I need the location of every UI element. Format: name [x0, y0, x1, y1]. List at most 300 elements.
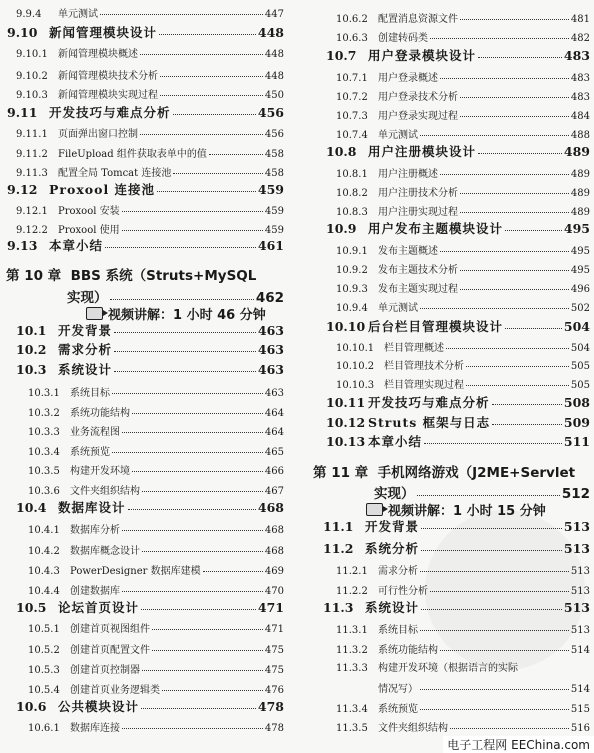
toc-entry[interactable] — [336, 184, 590, 199]
leader-dots — [110, 299, 254, 300]
entry-title: 本章小结 — [49, 238, 104, 253]
entry-page: 504 — [563, 319, 590, 334]
entry-number: 10.3.5 — [28, 466, 60, 477]
entry-title: 创建首页视图组件 — [70, 624, 150, 635]
entry-number: 11.3.3 — [336, 663, 368, 674]
toc-entry[interactable] — [326, 413, 590, 431]
entry-number: 10.8.1 — [336, 169, 368, 180]
entry-page: 448 — [257, 25, 284, 40]
leader-dots — [162, 690, 263, 691]
entry-number: 10.3.1 — [28, 388, 60, 399]
leader-dots — [173, 173, 263, 174]
entry-number: 10.8.3 — [336, 207, 368, 218]
entry-number: 9.10 — [7, 25, 38, 40]
entry-page: 447 — [264, 9, 284, 20]
entry-page: 505 — [570, 380, 590, 391]
toc-entry[interactable] — [336, 29, 590, 44]
leader-dots — [492, 404, 562, 405]
entry-page: 459 — [257, 182, 284, 197]
leader-dots — [420, 689, 569, 690]
entry-number: 10.12 — [326, 415, 366, 430]
entry-title: 栏目管理概述 — [384, 343, 444, 354]
entry-page: 502 — [570, 303, 590, 314]
entry-title: 可行性分析 — [378, 586, 428, 597]
entry-title: 构建开发环境（根据语言的实际 — [378, 663, 518, 674]
entry-title: 用户注册实现过程 — [378, 207, 458, 218]
toc-entry[interactable] — [7, 180, 284, 198]
entry-number: 11.3.5 — [336, 723, 368, 734]
leader-dots — [132, 471, 263, 472]
entry-title: 业务流程图 — [70, 427, 120, 438]
toc-entry[interactable] — [326, 142, 590, 160]
entry-page: 468 — [257, 500, 284, 515]
leader-dots — [140, 134, 263, 135]
leader-dots — [420, 571, 569, 572]
toc-entry[interactable] — [28, 582, 284, 597]
entry-number: 10.3.4 — [28, 447, 60, 458]
entry-title: 文件夹组织结构 — [378, 723, 448, 734]
entry-page: 463 — [264, 388, 284, 399]
toc-entry[interactable] — [16, 202, 284, 217]
toc-entry[interactable] — [16, 697, 284, 715]
entry-title: 系统分析 — [365, 541, 420, 556]
entry-title: Proxool 安装 — [58, 206, 120, 217]
toc-entry[interactable] — [28, 641, 284, 656]
toc-entry[interactable] — [16, 5, 284, 20]
site-watermark: 电子工程网 EEChina.com — [443, 736, 594, 753]
toc-entry[interactable] — [28, 443, 284, 458]
toc-entry[interactable] — [326, 46, 590, 64]
chapter-title: 手机网络游戏（J2ME+Servlet — [377, 465, 576, 481]
entry-number: 10.2 — [16, 342, 47, 357]
toc-entry[interactable] — [16, 164, 284, 179]
entry-title: 数据库设计 — [58, 500, 126, 515]
entry-page: 515 — [570, 704, 590, 715]
entry-number: 9.11.2 — [16, 149, 48, 160]
entry-number: 9.9.4 — [16, 9, 42, 20]
entry-title: 文件夹组织结构 — [70, 486, 140, 497]
entry-number: 10.4.4 — [28, 586, 60, 597]
leader-dots — [460, 193, 569, 194]
toc-entry[interactable] — [336, 700, 590, 715]
leader-dots — [460, 19, 569, 20]
entry-title: 页面弹出窗口控制 — [58, 129, 138, 140]
entry-page: 467 — [264, 486, 284, 497]
toc-entry[interactable] — [16, 340, 284, 358]
entry-page: 475 — [264, 645, 284, 656]
toc-entry[interactable] — [28, 404, 284, 419]
entry-title: Proxool 使用 — [58, 225, 120, 236]
toc-entry[interactable] — [28, 719, 284, 734]
chapter-heading[interactable] — [6, 264, 256, 284]
entry-title: 创建首页业务逻辑类 — [70, 685, 160, 696]
leader-dots — [160, 95, 263, 96]
entry-page: 514 — [570, 645, 590, 656]
entry-title: 需求分析 — [378, 566, 418, 577]
leader-dots — [142, 491, 263, 492]
entry-number: 10.7.1 — [336, 73, 368, 84]
entry-page: 489 — [570, 169, 590, 180]
entry-page: 448 — [264, 71, 284, 82]
entry-page: 504 — [570, 343, 590, 354]
toc-entry[interactable] — [336, 107, 590, 122]
toc-entry[interactable] — [16, 86, 284, 101]
entry-title: 系统目标 — [378, 625, 418, 636]
entry-title: 数据库连接 — [70, 723, 120, 734]
toc-entry[interactable] — [336, 203, 590, 218]
toc-entry[interactable] — [336, 659, 518, 674]
leader-dots — [141, 708, 256, 709]
toc-entry[interactable] — [336, 10, 590, 25]
leader-dots — [122, 728, 263, 729]
toc-entry[interactable] — [16, 321, 284, 339]
leader-dots — [122, 530, 263, 531]
entry-title: 创建转码类 — [378, 33, 428, 44]
entry-page: 478 — [264, 723, 284, 734]
video-duration: 视频讲解：1 小时 46 分钟 — [108, 308, 266, 323]
entry-title: PowerDesigner 数据库建模 — [70, 566, 201, 577]
entry-page: 464 — [264, 408, 284, 419]
entry-page: 448 — [264, 49, 284, 60]
toc-entry[interactable] — [336, 261, 590, 276]
toc-entry[interactable] — [28, 562, 284, 577]
entry-page: 496 — [570, 284, 590, 295]
chapter-label: 第 11 章 — [313, 465, 369, 481]
entry-title: 开发技巧与难点分析 — [49, 105, 171, 120]
entry-number: 10.9.2 — [336, 265, 368, 276]
leader-dots — [142, 551, 263, 552]
entry-number: 9.10.2 — [16, 71, 48, 82]
toc-entry[interactable] — [336, 126, 590, 141]
leader-dots — [141, 609, 256, 610]
entry-title: 用户注册技术分析 — [378, 188, 458, 199]
entry-number: 9.13 — [7, 238, 38, 253]
entry-title: 新闻管理模块技术分析 — [58, 71, 158, 82]
entry-title: 新闻管理模块设计 — [49, 25, 158, 40]
entry-page: 484 — [570, 111, 590, 122]
entry-page: 459 — [264, 206, 284, 217]
leader-dots — [209, 154, 263, 155]
leader-dots — [122, 211, 263, 212]
leader-dots — [460, 116, 569, 117]
entry-number: 11.3 — [323, 600, 354, 615]
entry-number: 10.7 — [326, 48, 357, 63]
video-camera-icon — [86, 307, 103, 320]
leader-dots — [478, 57, 562, 58]
leader-dots — [142, 670, 263, 671]
entry-page: 463 — [257, 362, 284, 377]
leader-dots — [100, 14, 263, 15]
entry-title: 系统预览 — [70, 447, 110, 458]
entry-page: 468 — [264, 546, 284, 557]
entry-page: 458 — [264, 168, 284, 179]
toc-entry[interactable] — [323, 539, 590, 557]
toc-entry[interactable] — [28, 681, 284, 696]
entry-title: 系统设计 — [58, 362, 113, 377]
entry-page: 495 — [563, 221, 590, 236]
leader-dots — [152, 650, 263, 651]
entry-page: 513 — [570, 625, 590, 636]
entry-page: 513 — [570, 586, 590, 597]
entry-page: 464 — [264, 427, 284, 438]
leader-dots — [112, 452, 263, 453]
entry-number: 10.4.3 — [28, 566, 60, 577]
toc-entry[interactable] — [7, 236, 284, 254]
entry-number: 10.3.2 — [28, 408, 60, 419]
toc-entry[interactable] — [28, 521, 284, 536]
toc-entry[interactable] — [7, 103, 284, 121]
entry-number: 11.2.1 — [336, 566, 368, 577]
entry-title: 开发背景 — [58, 323, 113, 338]
entry-number: 10.10.3 — [336, 380, 375, 391]
entry-number: 10.13 — [326, 434, 366, 449]
entry-page: 475 — [264, 665, 284, 676]
toc-entry[interactable] — [336, 641, 590, 656]
toc-entry[interactable] — [336, 165, 590, 180]
leader-dots — [160, 76, 263, 77]
toc-entry[interactable] — [323, 517, 590, 535]
leader-dots — [424, 443, 562, 444]
chapter-heading[interactable] — [313, 461, 575, 481]
entry-number: 10.3.6 — [28, 486, 60, 497]
entry-title: 用户发布主题模块设计 — [368, 221, 504, 236]
toc-entry[interactable] — [16, 360, 284, 378]
toc-entry[interactable] — [336, 339, 590, 354]
entry-title: 创建首页配置文件 — [70, 645, 150, 656]
entry-page: 463 — [257, 342, 284, 357]
entry-number: 9.10.3 — [16, 90, 48, 101]
toc-entry[interactable] — [336, 69, 590, 84]
entry-page: 471 — [257, 600, 284, 615]
leader-dots — [440, 78, 569, 79]
leader-dots — [460, 212, 569, 213]
entry-number: 10.3.3 — [28, 427, 60, 438]
video-camera-icon — [366, 503, 383, 516]
toc-entry[interactable] — [336, 376, 590, 391]
entry-title: 用户注册模块设计 — [368, 144, 477, 159]
leader-dots — [152, 629, 263, 630]
toc-entry[interactable] — [326, 393, 590, 411]
leader-dots — [105, 247, 256, 248]
entry-number: 10.6.3 — [336, 33, 368, 44]
entry-title: 新闻管理模块实现过程 — [58, 90, 158, 101]
entry-title: Proxool 连接池 — [49, 182, 156, 197]
entry-page: 483 — [570, 92, 590, 103]
entry-number: 11.2 — [323, 541, 354, 556]
entry-title: 系统功能结构 — [378, 645, 438, 656]
toc-entry[interactable] — [336, 621, 590, 636]
entry-title: FileUpload 组件获取表单中的值 — [58, 149, 207, 160]
toc-entry[interactable] — [28, 620, 284, 635]
toc-entry[interactable] — [336, 357, 590, 372]
entry-page: 466 — [264, 466, 284, 477]
entry-page: 456 — [264, 129, 284, 140]
entry-title: 发布主题技术分析 — [378, 265, 458, 276]
entry-title: 单元测试 — [378, 130, 418, 141]
leader-dots — [440, 251, 569, 252]
toc-entry[interactable] — [336, 242, 590, 257]
entry-number: 9.10.1 — [16, 49, 48, 60]
leader-dots — [114, 351, 256, 352]
entry-title: 系统功能结构 — [70, 408, 130, 419]
toc-entry[interactable] — [336, 88, 590, 103]
toc-entry[interactable] — [28, 661, 284, 676]
leader-dots — [421, 528, 562, 529]
leader-dots — [478, 153, 562, 154]
entry-title: 发布主题概述 — [378, 246, 438, 257]
leader-dots — [173, 114, 256, 115]
chapter-heading-cont[interactable] — [67, 286, 284, 306]
entry-page: 471 — [264, 624, 284, 635]
entry-title: 单元测试 — [58, 9, 98, 20]
entry-page: 489 — [563, 144, 590, 159]
entry-number: 9.12.2 — [16, 225, 48, 236]
entry-title: 用户登录模块设计 — [368, 48, 477, 63]
toc-entry[interactable] — [336, 280, 590, 295]
entry-title: 单元测试 — [378, 303, 418, 314]
toc-entry[interactable] — [326, 219, 590, 237]
entry-number: 10.8 — [326, 144, 357, 159]
leader-dots — [132, 413, 263, 414]
leader-dots — [420, 709, 569, 710]
entry-page: 468 — [264, 525, 284, 536]
entry-page: 450 — [264, 90, 284, 101]
entry-number: 10.1 — [16, 323, 47, 338]
entry-title: 构建开发环境 — [70, 466, 130, 477]
leader-dots — [421, 550, 562, 551]
entry-number: 10.7.3 — [336, 111, 368, 122]
entry-title: 系统预览 — [378, 704, 418, 715]
leader-dots — [114, 332, 256, 333]
entry-number: 10.9.3 — [336, 284, 368, 295]
toc-entry[interactable] — [323, 598, 590, 616]
entry-number: 11.1 — [323, 519, 354, 534]
leader-dots — [112, 393, 263, 394]
entry-title: 用户登录实现过程 — [378, 111, 458, 122]
entry-title: 本章小结 — [368, 434, 423, 449]
leader-dots — [140, 54, 263, 55]
entry-page: 511 — [563, 434, 590, 449]
entry-title: 需求分析 — [58, 342, 113, 357]
entry-number: 11.3.2 — [336, 645, 368, 656]
entry-number: 10.10.2 — [336, 361, 375, 372]
entry-page: 482 — [570, 33, 590, 44]
toc-entry[interactable] — [16, 145, 284, 160]
toc-entry[interactable] — [28, 384, 284, 399]
entry-title: 用户登录概述 — [378, 73, 438, 84]
entry-title: 栏目管理实现过程 — [384, 380, 464, 391]
entry-title: 公共模块设计 — [58, 699, 140, 714]
entry-number: 9.11 — [7, 105, 38, 120]
toc-entry[interactable] — [326, 432, 590, 450]
entry-number: 10.9.4 — [336, 303, 368, 314]
entry-title: 论坛首页设计 — [58, 600, 140, 615]
leader-dots — [440, 650, 569, 651]
toc-entry[interactable] — [16, 498, 284, 516]
toc-entry[interactable] — [16, 45, 284, 60]
entry-page: 513 — [570, 566, 590, 577]
entry-number: 10.8.2 — [336, 188, 368, 199]
entry-title: 用户登录技术分析 — [378, 92, 458, 103]
entry-number: 11.2.2 — [336, 586, 368, 597]
entry-number: 10.9 — [326, 221, 357, 236]
leader-dots — [460, 97, 569, 98]
leader-dots — [417, 495, 560, 496]
entry-page: 488 — [570, 130, 590, 141]
entry-number: 10.4 — [16, 500, 47, 515]
entry-page: 469 — [264, 566, 284, 577]
leader-dots — [466, 385, 569, 386]
toc-entry-cont[interactable] — [378, 680, 590, 695]
entry-number: 10.6.2 — [336, 14, 368, 25]
toc-entry[interactable] — [16, 221, 284, 236]
entry-title: 开发背景 — [365, 519, 420, 534]
toc-entry[interactable] — [336, 299, 590, 314]
entry-number: 10.6 — [16, 699, 47, 714]
entry-title: 发布主题实现过程 — [378, 284, 458, 295]
toc-entry[interactable] — [326, 317, 590, 335]
entry-page: 514 — [570, 684, 590, 695]
toc-entry[interactable] — [28, 462, 284, 477]
leader-dots — [128, 509, 256, 510]
entry-title: 配置全局 Tomcat 连接池 — [58, 168, 172, 179]
toc-entry[interactable] — [336, 562, 590, 577]
toc-entry[interactable] — [16, 598, 284, 616]
entry-page: 508 — [563, 395, 590, 410]
entry-number: 11.3.4 — [336, 704, 368, 715]
entry-page: 509 — [563, 415, 590, 430]
entry-title-cont: 情况写） — [378, 684, 418, 695]
entry-page: 516 — [570, 723, 590, 734]
leader-dots — [122, 230, 263, 231]
toc-entry[interactable] — [28, 542, 284, 557]
toc-entry[interactable] — [28, 482, 284, 497]
toc-entry[interactable] — [16, 125, 284, 140]
leader-dots — [505, 230, 562, 231]
entry-number: 11.3.1 — [336, 625, 368, 636]
entry-number: 10.3 — [16, 362, 47, 377]
entry-page: 513 — [563, 600, 590, 615]
entry-number: 10.9.1 — [336, 246, 368, 257]
entry-title: 开发技巧与难点分析 — [368, 395, 490, 410]
entry-page: 483 — [570, 73, 590, 84]
toc-entry[interactable] — [28, 423, 284, 438]
chapter-title-cont: 实现） — [67, 290, 108, 306]
toc-entry[interactable] — [336, 719, 590, 734]
entry-number: 10.7.2 — [336, 92, 368, 103]
leader-dots — [203, 571, 263, 572]
leader-dots — [420, 308, 569, 309]
leader-dots — [421, 609, 562, 610]
chapter-heading-cont[interactable] — [374, 482, 590, 502]
entry-title: Struts 框架与日志 — [368, 415, 491, 430]
toc-entry[interactable] — [16, 67, 284, 82]
entry-title: 数据库概念设计 — [70, 546, 140, 557]
entry-title: 新闻管理模块概述 — [58, 49, 138, 60]
entry-title: 创建首页控制器 — [70, 665, 140, 676]
toc-entry[interactable] — [336, 582, 590, 597]
leader-dots — [122, 432, 263, 433]
entry-number: 10.11 — [326, 395, 366, 410]
entry-title: 数据库分析 — [70, 525, 120, 536]
entry-page: 463 — [257, 323, 284, 338]
chapter-title-cont: 实现） — [374, 486, 415, 502]
entry-page: 489 — [570, 207, 590, 218]
entry-number: 10.10 — [326, 319, 366, 334]
entry-number: 9.12 — [7, 182, 38, 197]
toc-entry[interactable] — [7, 23, 284, 41]
leader-dots — [122, 591, 263, 592]
